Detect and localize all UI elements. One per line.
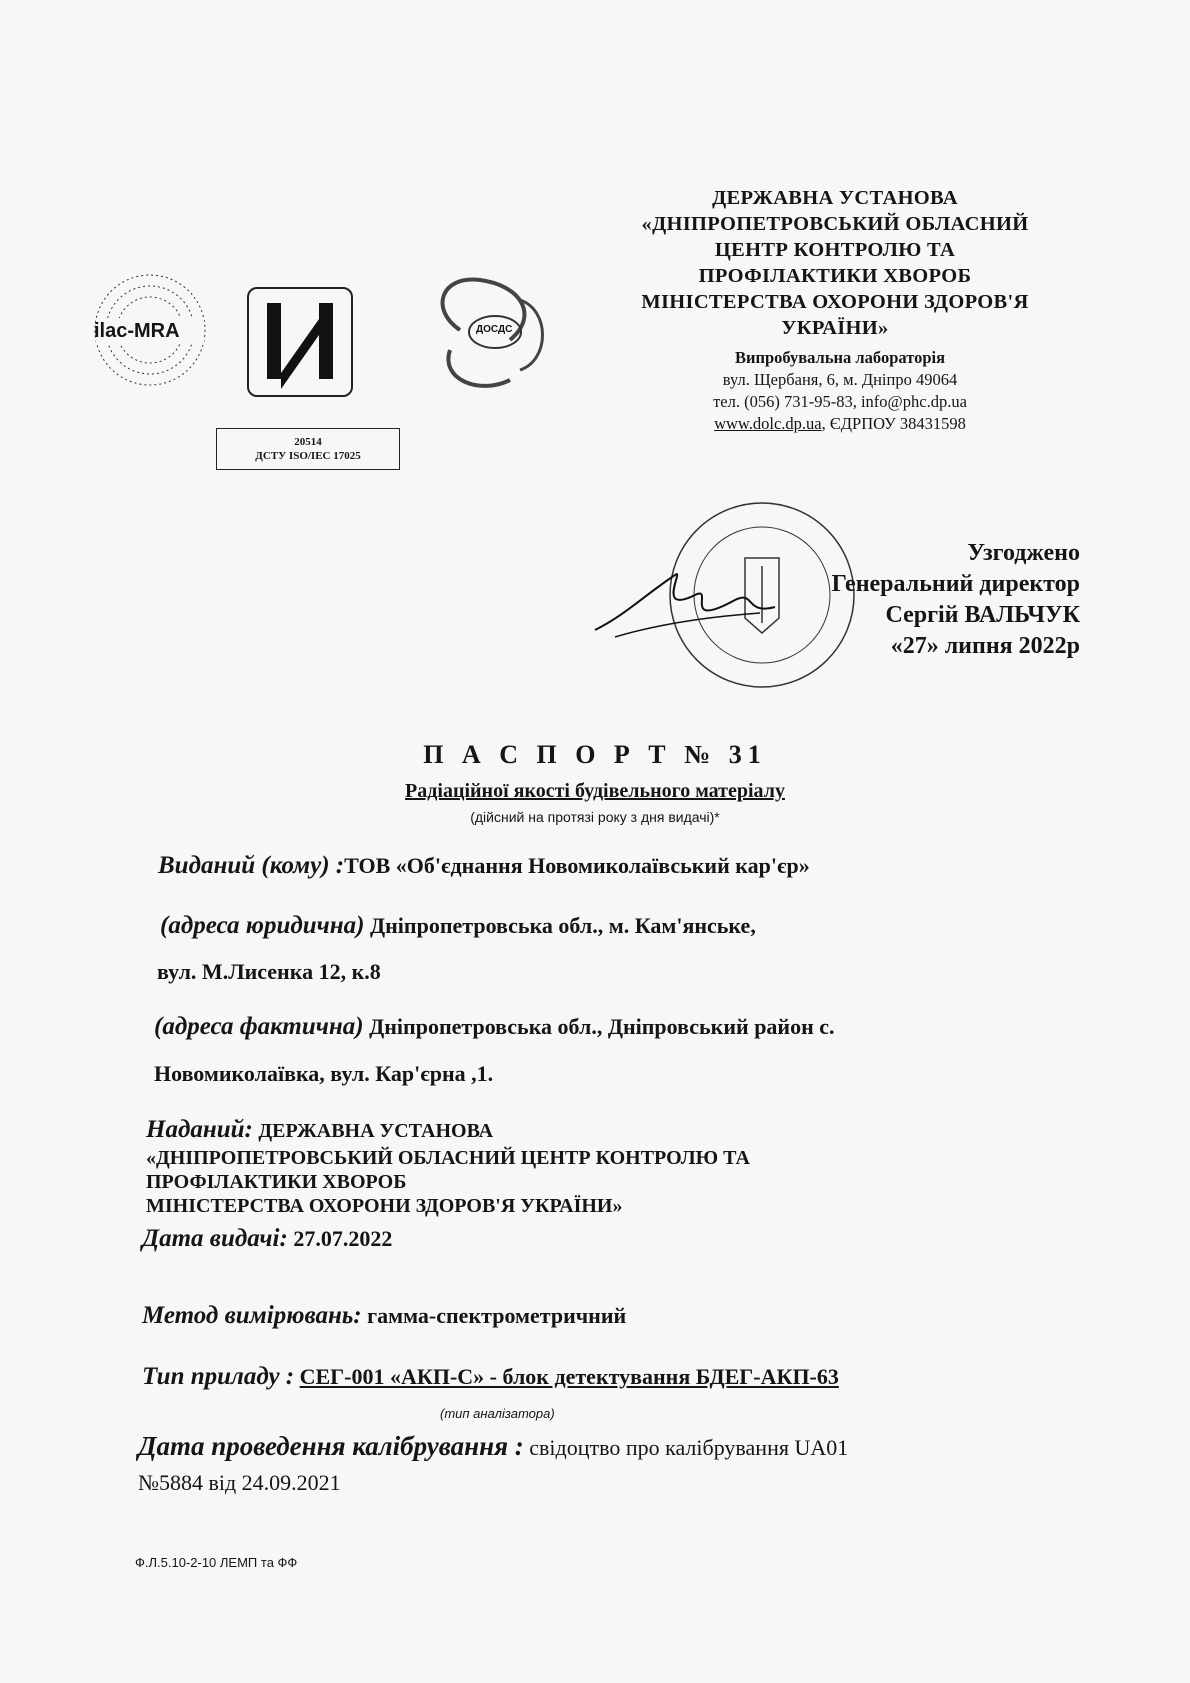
issued-to-row bbox=[158, 852, 810, 880]
legal-address-value: Дніпропетровська обл., м. Кам'янське, bbox=[369, 913, 756, 938]
docdc-text: ДОСДС bbox=[476, 324, 513, 335]
calibration-row bbox=[138, 1432, 848, 1462]
provided-label: Наданий: bbox=[146, 1116, 253, 1143]
docdc-logo bbox=[420, 270, 570, 400]
device-row bbox=[142, 1363, 839, 1391]
device-caption: (тип аналізатора) bbox=[440, 1406, 555, 1421]
issued-to-value: ТОВ «Об'єднання Новомиколаївський кар'єр» bbox=[344, 853, 810, 878]
accreditation-standard: ДСТУ ISO/IEC 17025 bbox=[255, 450, 361, 462]
approval-block bbox=[670, 538, 1080, 662]
actual-address-row bbox=[154, 1013, 835, 1041]
method-row bbox=[142, 1302, 626, 1330]
method-value: гамма-спектрометричний bbox=[367, 1303, 627, 1328]
org-line: ПРОФІЛАКТИКИ ХВОРОБ bbox=[698, 265, 972, 287]
calibration-label: Дата проведення калібрування : bbox=[138, 1431, 524, 1461]
accreditation-number: 20514 bbox=[294, 436, 322, 448]
provided-value-line4: МІНІСТЕРСТВА ОХОРОНИ ЗДОРОВ'Я УКРАЇНИ» bbox=[146, 1195, 623, 1217]
passport-subtitle: Радіаційної якості будівельного матеріалу bbox=[405, 780, 785, 802]
lab-website-link[interactable]: www.dolc.dp.ua bbox=[714, 414, 822, 433]
approver-name: Сергій ВАЛЬЧУК bbox=[885, 602, 1080, 628]
ilac-mra-logo bbox=[90, 270, 210, 390]
provided-row bbox=[146, 1116, 493, 1145]
issue-date-label: Дата видачі: bbox=[142, 1225, 288, 1252]
provided-value-line3: ПРОФІЛАКТИКИ ХВОРОБ bbox=[146, 1171, 407, 1193]
issue-date-row bbox=[142, 1225, 392, 1253]
org-line: МІНІСТЕРСТВА ОХОРОНИ ЗДОРОВ'Я bbox=[641, 291, 1029, 313]
provided-value-line1: ДЕРЖАВНА УСТАНОВА bbox=[258, 1120, 494, 1142]
laboratory-contacts bbox=[660, 347, 1020, 435]
calibration-certificate: №5884 від 24.09.2021 bbox=[138, 1470, 341, 1495]
legal-address-label: (адреса юридична) bbox=[160, 912, 365, 939]
accreditation-register bbox=[216, 428, 400, 470]
lab-address: вул. Щербаня, 6, м. Дніпро 49064 bbox=[722, 370, 958, 389]
actual-address-value: Дніпропетровська обл., Дніпровський район с. bbox=[369, 1014, 835, 1039]
passport-validity: (дійсний на протязі року з дня видачі)* bbox=[470, 809, 720, 825]
accreditation-logo bbox=[247, 287, 353, 397]
approval-title: Узгоджено bbox=[967, 540, 1080, 566]
approver-position: Генеральний директор bbox=[831, 571, 1080, 597]
approval-date: «27» липня 2022р bbox=[890, 633, 1080, 659]
lab-web-line bbox=[660, 413, 1020, 435]
issued-to-label: Виданий (кому) : bbox=[158, 852, 345, 879]
calibration-value: свідоцтво про калібрування UA01 bbox=[529, 1435, 849, 1460]
org-line: ЦЕНТР КОНТРОЛЮ ТА bbox=[714, 239, 956, 261]
actual-address-street: Новомиколаївка, вул. Кар'єрна ,1. bbox=[154, 1061, 494, 1086]
method-label: Метод вимірювань: bbox=[142, 1302, 362, 1329]
form-code: Ф.Л.5.10-2-10 ЛЕМП та ФФ bbox=[135, 1555, 298, 1570]
org-line: УКРАЇНИ» bbox=[781, 317, 889, 339]
ilac-mra-text: ilac-MRA bbox=[94, 320, 180, 342]
provided-value-block bbox=[146, 1146, 750, 1218]
org-line: «ДНІПРОПЕТРОВСЬКИЙ ОБЛАСНИЙ bbox=[641, 213, 1029, 235]
issue-date-value: 27.07.2022 bbox=[293, 1226, 393, 1251]
device-label: Тип приладу : bbox=[142, 1363, 295, 1390]
actual-address-label: (адреса фактична) bbox=[154, 1013, 364, 1040]
device-value: СЕГ-001 «АКП-С» - блок детектування БДЕГ-АКП-63 bbox=[299, 1364, 839, 1389]
legal-address-row bbox=[160, 912, 756, 940]
lab-title: Випробувальна лабораторія bbox=[734, 348, 946, 367]
organization-header bbox=[585, 185, 1085, 341]
provided-value-line2: «ДНІПРОПЕТРОВСЬКИЙ ОБЛАСНИЙ ЦЕНТР КОНТРОЛЮ ТА bbox=[146, 1147, 750, 1169]
org-line: ДЕРЖАВНА УСТАНОВА bbox=[712, 187, 958, 209]
lab-phone: тел. (056) 731-95-83, info@phc.dp.ua bbox=[713, 392, 967, 411]
lab-edrpou: , ЄДРПОУ 38431598 bbox=[821, 414, 966, 433]
legal-address-street: вул. М.Лисенка 12, к.8 bbox=[157, 959, 381, 984]
passport-title: П А С П О Р Т № 31 bbox=[423, 740, 767, 769]
